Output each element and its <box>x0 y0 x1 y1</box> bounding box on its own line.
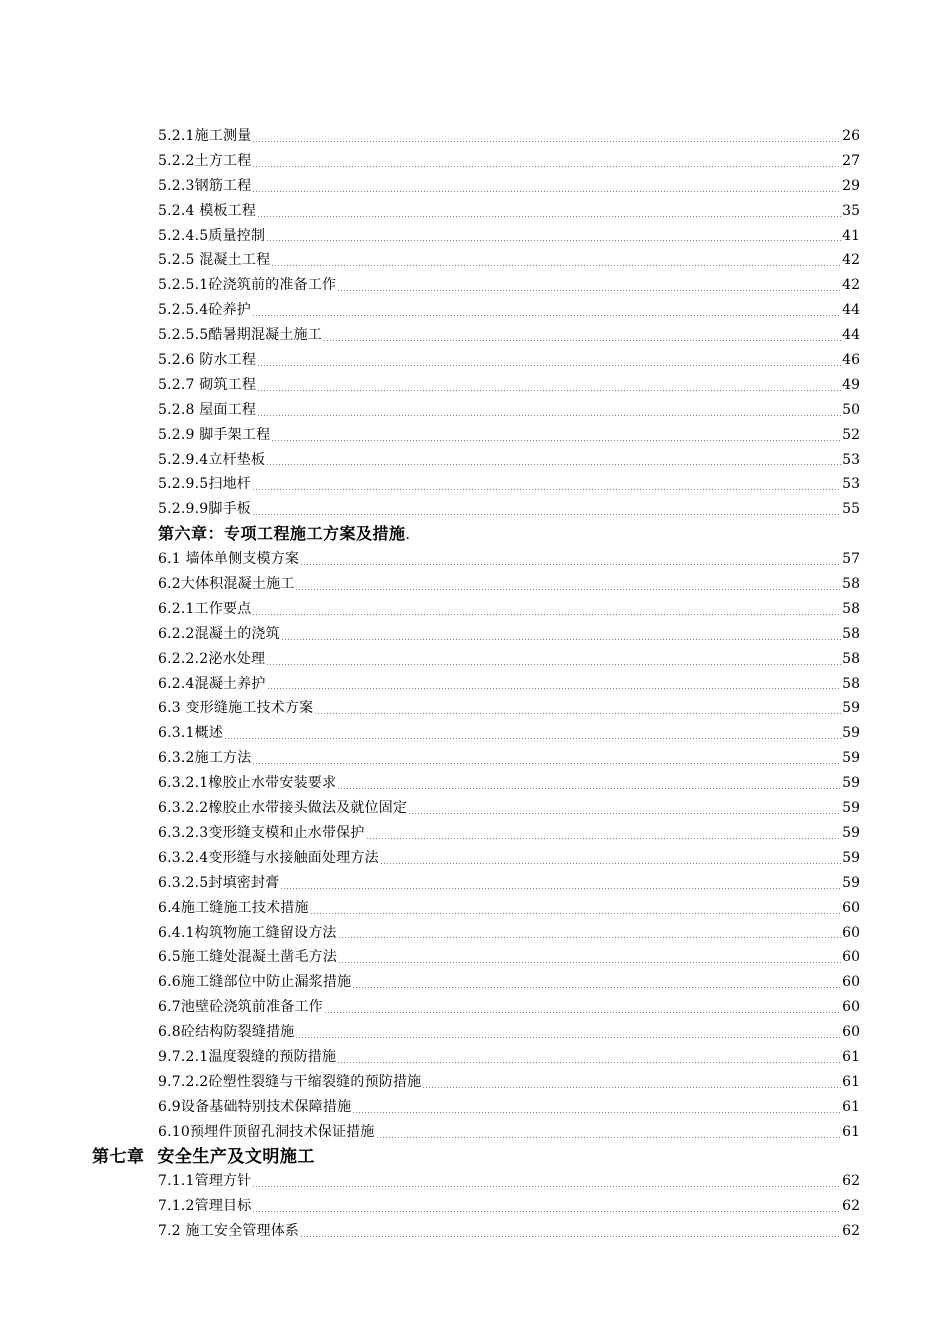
toc-entry[interactable] <box>0 1095 950 1120</box>
toc-entry-title: 6.5施工缝处混凝土凿毛方法 <box>158 949 338 966</box>
toc-entry-title: 6.2.2混凝土的浇筑 <box>158 625 280 642</box>
toc-leader-dots <box>281 639 841 640</box>
toc-entry[interactable] <box>0 1194 950 1219</box>
toc-leader-dots <box>300 564 841 565</box>
toc-leader-dots <box>295 589 841 590</box>
toc-entry-title: 6.9设备基础特别技术保障措施 <box>158 1098 352 1115</box>
toc-entry-title: 6.6施工缝部位中防止漏浆措施 <box>158 974 352 991</box>
toc-entry-title: 7.2 施工安全管理体系 <box>158 1223 300 1240</box>
toc-leader-dots <box>337 290 841 291</box>
toc-entry[interactable] <box>0 1120 950 1145</box>
toc-leader-dots <box>252 614 841 615</box>
toc-leader-dots <box>280 888 841 889</box>
toc-page-number: 58 <box>842 600 860 617</box>
toc-entry[interactable] <box>0 224 950 249</box>
toc-page-number: 59 <box>842 775 860 792</box>
toc-leader-dots <box>376 1137 842 1138</box>
toc-entry[interactable] <box>0 472 950 497</box>
toc-entry[interactable] <box>0 1070 950 1095</box>
toc-entry[interactable] <box>0 497 950 522</box>
toc-leader-dots <box>337 1062 841 1063</box>
toc-entry-title: 7.1.2管理目标 <box>158 1198 252 1215</box>
toc-entry[interactable] <box>0 373 950 398</box>
toc-leader-dots <box>271 265 841 266</box>
toc-entry[interactable] <box>0 124 950 149</box>
toc-leader-dots <box>338 937 842 938</box>
toc-page-number: 60 <box>842 974 860 991</box>
toc-leader-dots <box>324 1012 841 1013</box>
toc-entry-title: 5.2.9.4立杆垫板 <box>158 451 266 468</box>
toc-page-number: 60 <box>842 999 860 1016</box>
toc-entry[interactable] <box>0 995 950 1020</box>
toc-entry[interactable] <box>0 746 950 771</box>
toc-entry[interactable] <box>0 149 950 174</box>
toc-leader-dots <box>252 1186 841 1187</box>
toc-leader-dots <box>267 688 842 689</box>
toc-entry[interactable] <box>0 348 950 373</box>
toc-entry-title: 5.2.7 砌筑工程 <box>158 376 257 393</box>
toc-page-number: 62 <box>842 1223 860 1240</box>
toc-page-number: 58 <box>842 625 860 642</box>
toc-entry[interactable] <box>0 647 950 672</box>
toc-leader-dots <box>252 1211 841 1212</box>
toc-entry-title: 6.8砼结构防裂缝措施 <box>158 1024 295 1041</box>
toc-entry[interactable] <box>0 771 950 796</box>
toc-entry-title: 5.2.5 混凝土工程 <box>158 252 271 269</box>
toc-leader-dots <box>338 962 841 963</box>
toc-entry-title: 6.1 墙体单侧支模方案 <box>158 551 300 568</box>
toc-entry[interactable] <box>0 1045 950 1070</box>
toc-entry-title: 6.4.1构筑物施工缝留设方法 <box>158 924 337 941</box>
toc-entry-title: 7.1.1管理方针 <box>158 1173 252 1190</box>
toc-leader-dots <box>352 987 841 988</box>
toc-page-number: 62 <box>842 1198 860 1215</box>
toc-entry[interactable] <box>0 622 950 647</box>
toc-entry[interactable] <box>0 199 950 224</box>
toc-entry-title: 5.2.9.5扫地杆 <box>158 476 251 493</box>
toc-page-number: 44 <box>842 302 860 319</box>
toc-entry[interactable] <box>0 572 950 597</box>
toc-entry-title: 5.2.5.5酷暑期混凝土施工 <box>158 327 322 344</box>
toc-page-number: 53 <box>842 451 860 468</box>
toc-page-number: 53 <box>842 476 860 493</box>
toc-leader-dots <box>266 464 841 465</box>
toc-leader-dots <box>257 216 841 217</box>
toc-entry[interactable] <box>0 298 950 323</box>
toc-entry[interactable] <box>0 423 950 448</box>
toc-entry-title: 6.3 变形缝施工技术方案 <box>158 700 314 717</box>
toc-page-number: 59 <box>842 750 860 767</box>
toc-entry[interactable] <box>0 921 950 946</box>
toc-page-number: 58 <box>842 576 860 593</box>
toc-leader-dots <box>366 838 842 839</box>
toc-page-number: 52 <box>842 426 860 443</box>
toc-entry-title: 6.3.2.4变形缝与水接触面处理方法 <box>158 849 379 866</box>
chapter-heading[interactable] <box>0 522 950 547</box>
toc-entry[interactable] <box>0 896 950 921</box>
toc-entry[interactable] <box>0 696 950 721</box>
toc-leader-dots <box>252 191 841 192</box>
toc-leader-dots <box>252 514 841 515</box>
chapter-heading[interactable] <box>0 1145 950 1170</box>
table-of-contents <box>0 124 950 1244</box>
toc-leader-dots <box>252 315 841 316</box>
toc-leader-dots <box>352 1112 841 1113</box>
toc-entry-title: 5.2.4.5质量控制 <box>158 227 266 244</box>
toc-entry[interactable] <box>0 1169 950 1194</box>
toc-page-number: 42 <box>842 277 860 294</box>
toc-page-number: 50 <box>842 401 860 418</box>
toc-entry[interactable] <box>0 796 950 821</box>
toc-page-number: 35 <box>842 202 860 219</box>
toc-page-number: 26 <box>842 128 860 144</box>
toc-entry-title: 6.2.2.2泌水处理 <box>158 650 266 667</box>
toc-page-number: 55 <box>842 501 860 518</box>
toc-leader-dots <box>252 489 841 490</box>
toc-entry[interactable] <box>0 323 950 348</box>
toc-leader-dots <box>257 415 841 416</box>
toc-entry-title: 5.2.4 模板工程 <box>158 202 257 219</box>
toc-entry-title: 5.2.5.4砼养护 <box>158 302 251 319</box>
toc-page-number: 61 <box>842 1123 860 1140</box>
toc-page-number: 59 <box>842 824 860 841</box>
toc-page-number: 44 <box>842 327 860 344</box>
toc-entry-title: 5.2.3钢筋工程 <box>158 177 252 194</box>
toc-leader-dots <box>252 166 841 167</box>
toc-entry[interactable] <box>0 248 950 273</box>
toc-leader-dots <box>257 390 841 391</box>
toc-page-number: 60 <box>842 1024 860 1041</box>
toc-entry-title: 6.3.1概述 <box>158 725 224 742</box>
toc-page-number: 49 <box>842 376 860 393</box>
toc-page-number: 62 <box>842 1173 860 1190</box>
toc-leader-dots <box>252 141 841 142</box>
toc-page-number: 61 <box>842 1073 860 1090</box>
toc-entry-title: 5.2.2土方工程 <box>158 152 252 169</box>
toc-page-number: 59 <box>842 800 860 817</box>
toc-entry-title: 6.3.2.1橡胶止水带安装要求 <box>158 775 337 792</box>
toc-leader-dots <box>271 440 841 441</box>
toc-page-number: 46 <box>842 352 860 369</box>
toc-entry[interactable] <box>0 970 950 995</box>
toc-entry[interactable] <box>0 1219 950 1244</box>
toc-leader-dots <box>252 763 841 764</box>
toc-page-number: 58 <box>842 650 860 667</box>
toc-entry-title: 6.2大体积混凝土施工 <box>158 576 295 593</box>
toc-entry[interactable] <box>0 1020 950 1045</box>
toc-page-number: 61 <box>842 1098 860 1115</box>
toc-leader-dots <box>300 1236 841 1237</box>
toc-page-number: 42 <box>842 252 860 269</box>
toc-leader-dots <box>266 664 841 665</box>
toc-entry[interactable] <box>0 945 950 970</box>
toc-entry-title: 6.3.2施工方法 <box>158 750 252 767</box>
toc-entry-title: 6.2.4混凝土养护 <box>158 675 266 692</box>
toc-entry-title: 5.2.1施工测量 <box>158 128 252 144</box>
toc-leader-dots <box>224 738 841 739</box>
toc-entry[interactable] <box>0 448 950 473</box>
toc-entry-title: 9.7.2.1温度裂缝的预防措施 <box>158 1048 337 1065</box>
toc-page-number: 61 <box>842 1048 860 1065</box>
toc-leader-dots <box>295 1037 841 1038</box>
toc-leader-dots <box>380 863 841 864</box>
toc-entry-title: 5.2.5.1砼浇筑前的准备工作 <box>158 277 337 294</box>
toc-entry-title: 5.2.6 防水工程 <box>158 352 257 369</box>
toc-entry[interactable] <box>0 721 950 746</box>
toc-entry-title: 6.4施工缝施工技术措施 <box>158 899 309 916</box>
toc-page-number: 60 <box>842 949 860 966</box>
toc-leader-dots <box>337 788 841 789</box>
toc-entry[interactable] <box>0 871 950 896</box>
chapter-title: 第七章 安全生产及文明施工 <box>92 1146 315 1167</box>
toc-leader-dots <box>323 340 841 341</box>
chapter-title: 第六章：专项工程施工方案及措施 <box>158 524 406 544</box>
toc-entry[interactable] <box>0 597 950 622</box>
toc-leader-dots <box>266 240 841 241</box>
toc-entry-title: 5.2.9 脚手架工程 <box>158 426 271 443</box>
toc-entry[interactable] <box>0 846 950 871</box>
toc-entry-title: 9.7.2.2砼塑性裂缝与干缩裂缝的预防措施 <box>158 1073 422 1090</box>
toc-page-number: 59 <box>842 849 860 866</box>
toc-entry-title: 6.7池壁砼浇筑前准备工作 <box>158 999 323 1016</box>
toc-entry-title: 5.2.9.9脚手板 <box>158 501 251 518</box>
toc-entry[interactable] <box>0 672 950 697</box>
toc-page-number: 57 <box>842 551 860 568</box>
toc-leader-dots <box>310 913 842 914</box>
toc-entry-title: 6.3.2.2橡胶止水带接头做法及就位固定 <box>158 800 408 817</box>
toc-entry-title: 6.3.2.5封填密封膏 <box>158 874 280 891</box>
toc-entry[interactable] <box>0 821 950 846</box>
toc-leader-dots <box>314 713 841 714</box>
toc-leader-dots <box>408 813 841 814</box>
toc-page-number: 27 <box>842 152 860 169</box>
toc-entry-title: 5.2.8 屋面工程 <box>158 401 257 418</box>
toc-entry[interactable] <box>0 273 950 298</box>
toc-page-number: 60 <box>842 899 860 916</box>
toc-page-number: 29 <box>842 177 860 194</box>
toc-page-number: 59 <box>842 874 860 891</box>
toc-page-number: 60 <box>842 924 860 941</box>
toc-page-number: 58 <box>842 675 860 692</box>
toc-entry-title: 6.10预埋件顶留孔洞技术保证措施 <box>158 1123 375 1140</box>
toc-page-number: 59 <box>842 725 860 742</box>
toc-entry[interactable] <box>0 547 950 572</box>
toc-leader-dots <box>257 365 841 366</box>
toc-entry-title: 6.3.2.3变形缝支模和止水带保护 <box>158 824 365 841</box>
toc-leader-dots <box>422 1087 841 1088</box>
chapter-title-suffix: . <box>405 527 410 544</box>
toc-page-number: 59 <box>842 700 860 717</box>
toc-page-number: 41 <box>842 227 860 244</box>
toc-entry-title: 6.2.1工作要点 <box>158 600 252 617</box>
toc-entry[interactable] <box>0 398 950 423</box>
toc-entry[interactable] <box>0 174 950 199</box>
